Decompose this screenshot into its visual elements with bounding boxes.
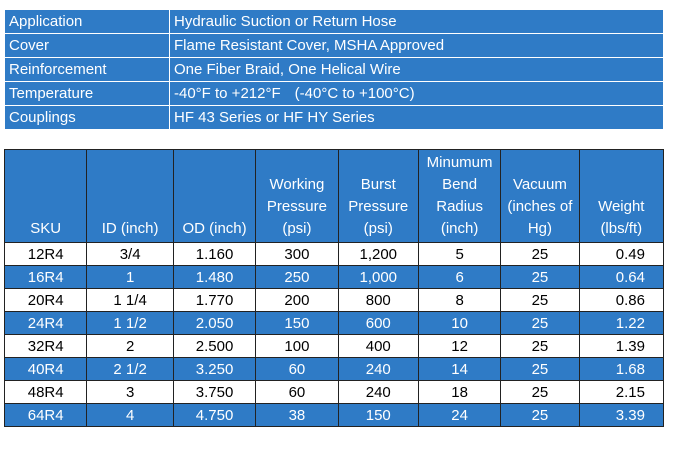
spec-label: Temperature [5,82,170,106]
burst-pressure-cell: 240 [338,381,418,404]
table-body [5,243,664,427]
header-line: ID (inch) [101,220,159,237]
bend-radius-cell: 18 [418,381,500,404]
bend-radius-cell: 5 [418,243,500,266]
spec-value: One Fiber Braid, One Helical Wire [170,58,664,82]
table-row [5,266,664,289]
spec-label: Couplings [5,106,170,130]
id-cell: 4 [87,404,173,427]
od-cell: 3.250 [173,358,255,381]
weight-cell: 0.86 [579,289,663,312]
bend-radius-cell: 8 [418,289,500,312]
header-line: Minumum [426,154,493,171]
spec-value: HF 43 Series or HF HY Series [170,106,664,130]
id-cell: 1 1/2 [87,312,173,335]
vacuum-cell: 25 [501,381,579,404]
weight-cell: 0.64 [579,266,663,289]
id-cell: 3 [87,381,173,404]
sku-cell: 24R4 [5,312,87,335]
od-cell: 4.750 [173,404,255,427]
working-pressure-cell: 60 [256,381,338,404]
od-cell: 1.160 [173,243,255,266]
spec-value: Hydraulic Suction or Return Hose [170,10,664,34]
header-line: OD (inch) [182,220,247,237]
weight-cell: 1.22 [579,312,663,335]
table-row [5,335,664,358]
table-row [5,404,664,427]
weight-cell: 3.39 [579,404,663,427]
header-line: SKU [30,220,62,237]
header-line: (inches of [507,198,573,215]
burst-pressure-cell: 1,000 [338,266,418,289]
spec-row-reinforcement [5,58,664,82]
bend-radius-cell: 10 [418,312,500,335]
od-cell: 3.750 [173,381,255,404]
id-cell: 1 [87,266,173,289]
header-line: Hg) [527,220,552,237]
spec-label: Application [5,10,170,34]
working-pressure-cell: 60 [256,358,338,381]
spec-value-celsius: (-40°C to +100°C) [294,84,415,102]
header-line: (lbs/ft) [600,220,643,237]
id-cell: 2 [87,335,173,358]
spec-value: -40°F to +212°F [174,84,281,102]
vacuum-cell: 25 [501,335,579,358]
sku-cell: 48R4 [5,381,87,404]
weight-cell: 1.39 [579,335,663,358]
header-vacuum [501,150,579,243]
spec-value-cell [170,82,664,106]
weight-cell: 1.68 [579,358,663,381]
vacuum-cell: 25 [501,243,579,266]
header-line: Bend [442,176,478,193]
table-row [5,381,664,404]
header-line: (psi) [363,220,393,237]
vacuum-cell: 25 [501,289,579,312]
working-pressure-cell: 38 [256,404,338,427]
header-line: Pressure [348,198,409,215]
burst-pressure-cell: 240 [338,358,418,381]
sku-cell: 16R4 [5,266,87,289]
working-pressure-cell: 200 [256,289,338,312]
od-cell: 2.500 [173,335,255,358]
bend-radius-cell: 6 [418,266,500,289]
table-row [5,289,664,312]
sku-cell: 32R4 [5,335,87,358]
header-line: Weight [598,198,645,215]
header-id [87,150,173,243]
working-pressure-cell: 100 [256,335,338,358]
burst-pressure-cell: 400 [338,335,418,358]
table-header-row [5,150,664,243]
header-line: Burst [360,176,396,193]
vacuum-cell: 25 [501,266,579,289]
spec-value: Flame Resistant Cover, MSHA Approved [170,34,664,58]
header-od [173,150,255,243]
working-pressure-cell: 150 [256,312,338,335]
header-line: Pressure [266,198,327,215]
burst-pressure-cell: 800 [338,289,418,312]
od-cell: 1.770 [173,289,255,312]
id-cell: 1 1/4 [87,289,173,312]
bend-radius-cell: 14 [418,358,500,381]
sku-cell: 12R4 [5,243,87,266]
spec-table [4,9,664,130]
header-min-bend-radius [418,150,500,243]
header-weight [579,150,663,243]
od-cell: 1.480 [173,266,255,289]
header-sku [5,150,87,243]
header-line: Working [269,176,325,193]
vacuum-cell: 25 [501,404,579,427]
working-pressure-cell: 300 [256,243,338,266]
header-burst-pressure [338,150,418,243]
header-line: (inch) [440,220,479,237]
weight-cell: 2.15 [579,381,663,404]
vacuum-cell: 25 [501,358,579,381]
vacuum-cell: 25 [501,312,579,335]
burst-pressure-cell: 1,200 [338,243,418,266]
weight-cell: 0.49 [579,243,663,266]
header-line: Vacuum [512,176,567,193]
header-line: Radius [436,198,483,215]
bend-radius-cell: 12 [418,335,500,358]
id-cell: 3/4 [87,243,173,266]
burst-pressure-cell: 600 [338,312,418,335]
spec-label: Cover [5,34,170,58]
bend-radius-cell: 24 [418,404,500,427]
header-working-pressure [256,150,338,243]
spec-label: Reinforcement [5,58,170,82]
spec-row-couplings [5,106,664,130]
od-cell: 2.050 [173,312,255,335]
working-pressure-cell: 250 [256,266,338,289]
spec-row-cover [5,34,664,58]
table-row [5,312,664,335]
spec-row-temperature [5,82,664,106]
sku-cell: 20R4 [5,289,87,312]
header-line: (psi) [282,220,312,237]
id-cell: 2 1/2 [87,358,173,381]
table-row [5,358,664,381]
table-row [5,243,664,266]
sku-cell: 40R4 [5,358,87,381]
spec-row-application [5,10,664,34]
sku-cell: 64R4 [5,404,87,427]
burst-pressure-cell: 150 [338,404,418,427]
hose-size-table [4,149,664,427]
